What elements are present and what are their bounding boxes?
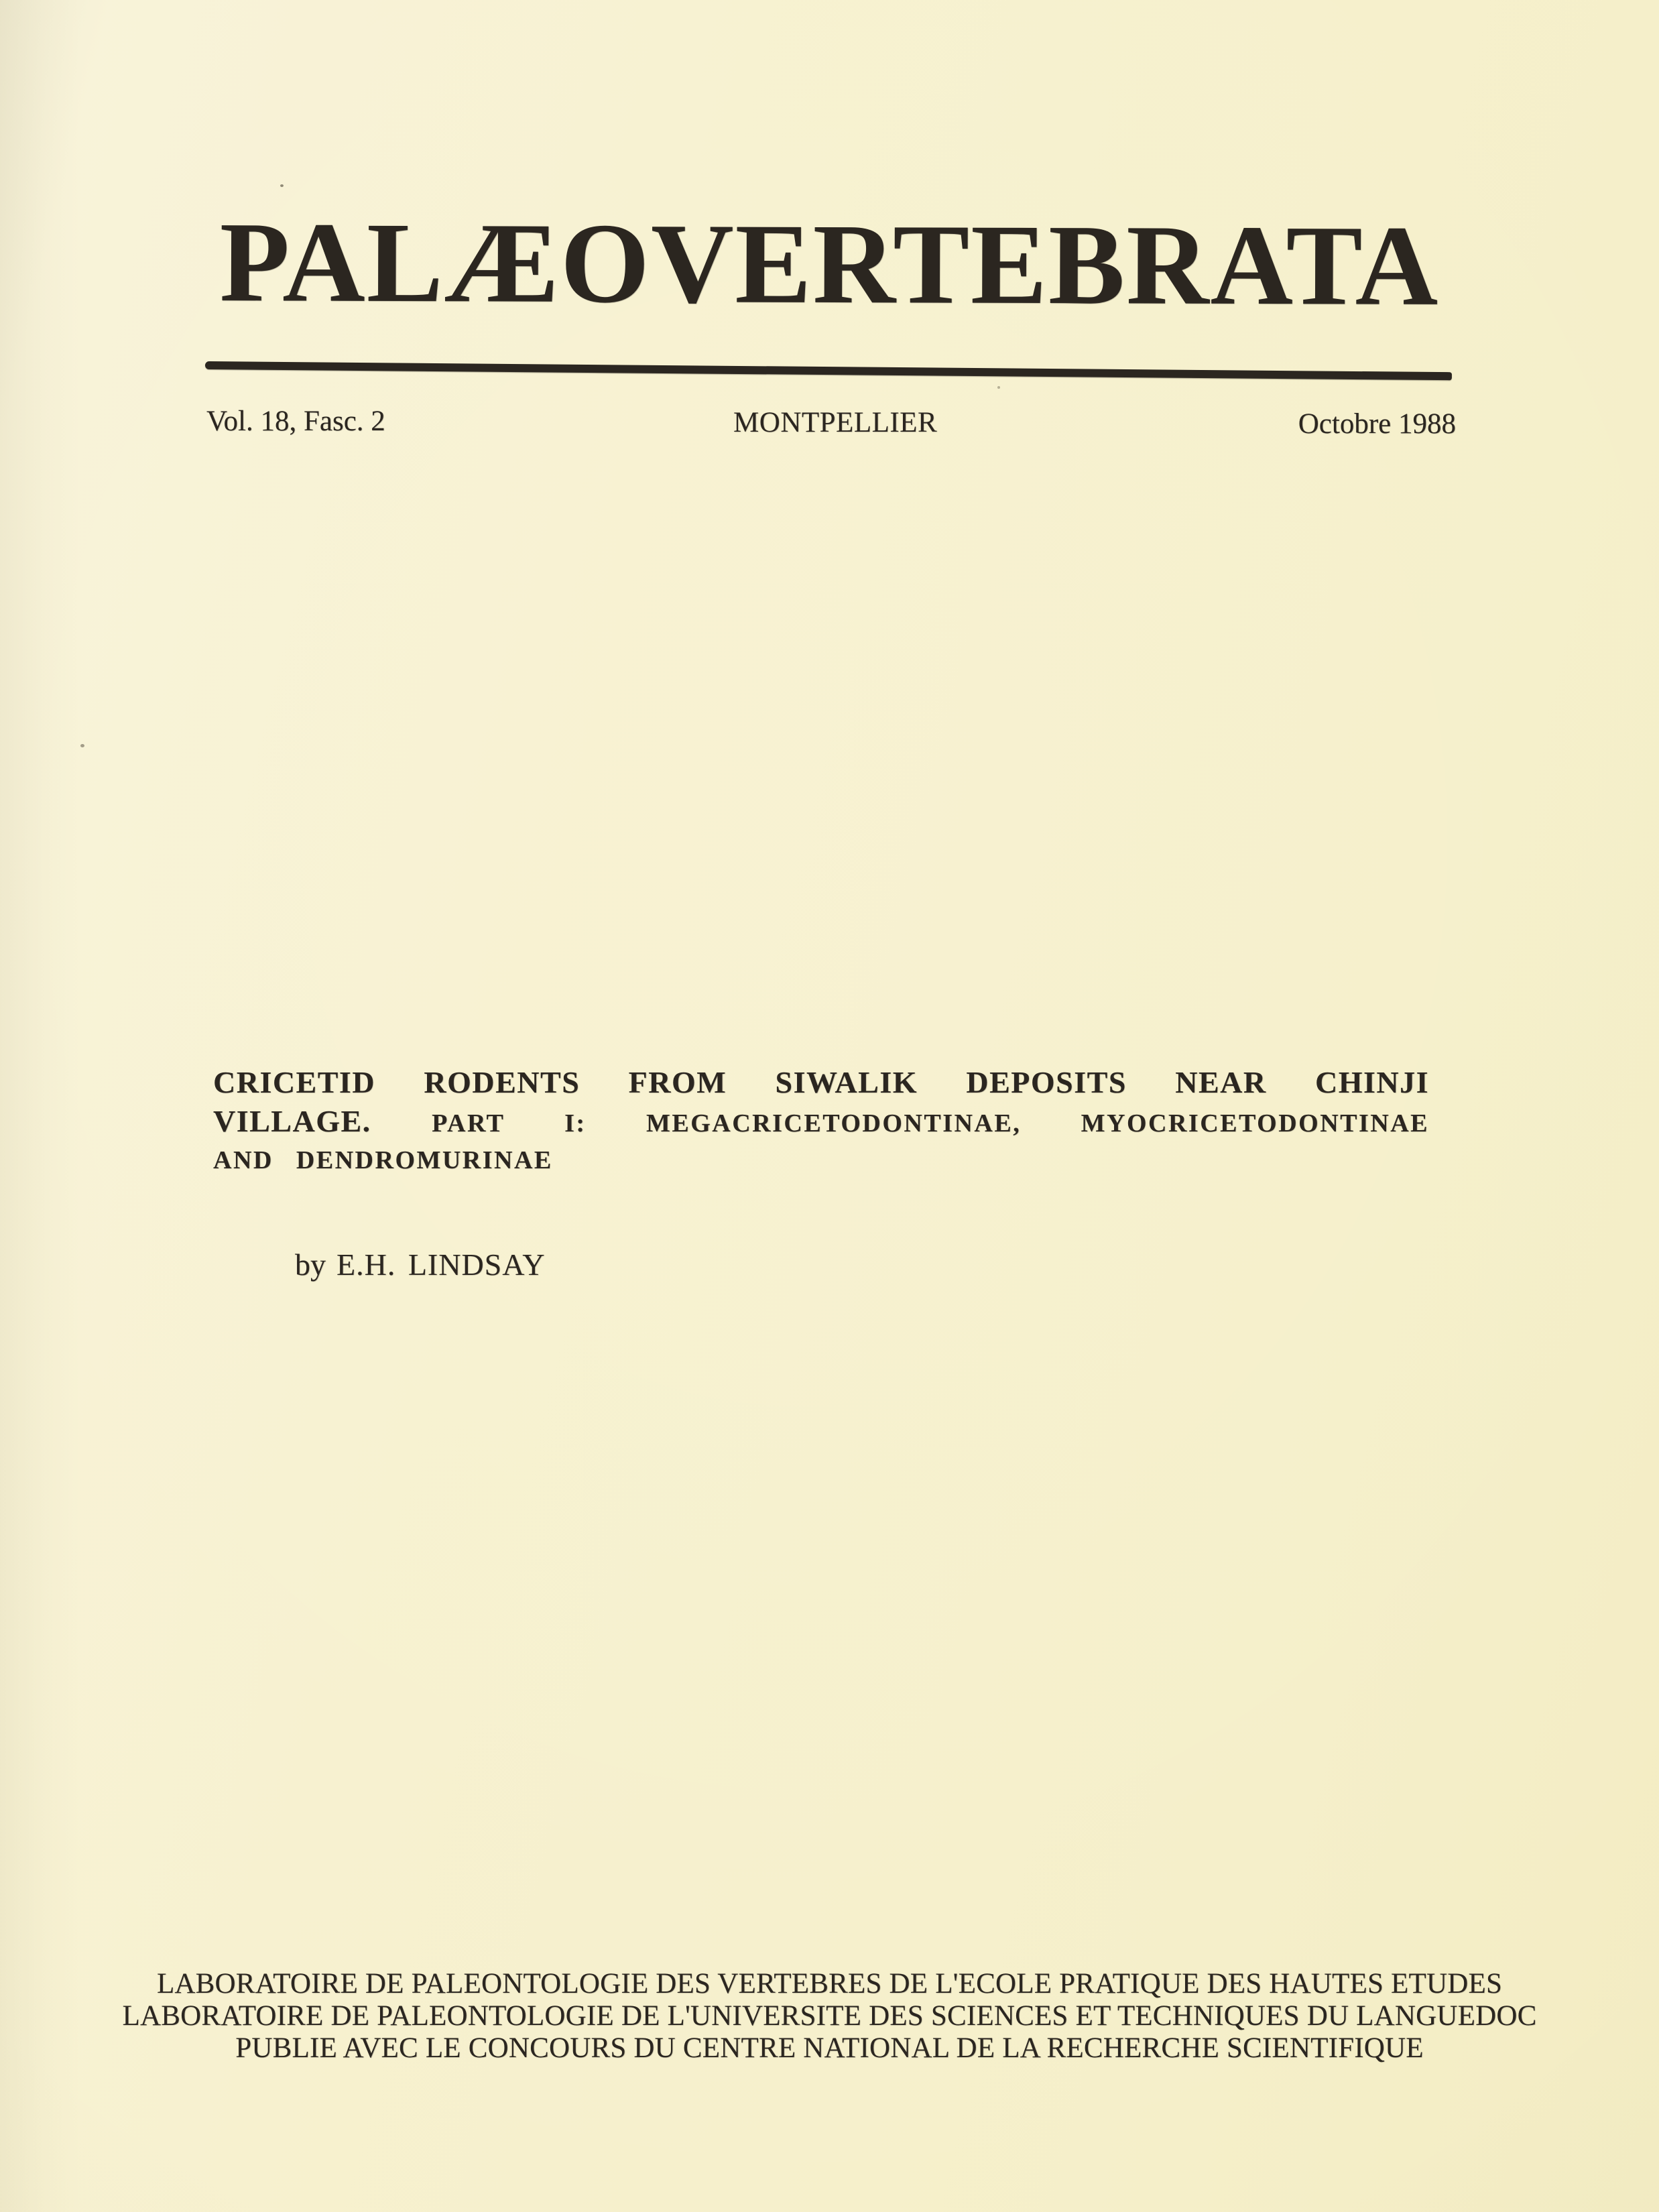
imprint-line: PUBLIE AVEC LE CONCOURS DU CENTRE NATIONAL DE LA RECHERCHE SCIENTIFIQUE: [235, 2032, 1424, 2064]
volume-fascicle-label: Vol. 18, Fasc. 2: [206, 406, 385, 437]
city-label: MONTPELLIER: [733, 407, 938, 438]
author-name: E.H. LINDSAY: [336, 1247, 546, 1282]
scan-speck: [280, 184, 284, 187]
imprint-block: [0, 1968, 1659, 2065]
imprint-line: LABORATOIRE DE PALEONTOLOGIE DE L'UNIVERSITE DES SCIENCES ET TECHNIQUES DU LANGUEDOC: [122, 2000, 1537, 2032]
imprint-line: LABORATOIRE DE PALEONTOLOGIE DES VERTEBRES DE L'ECOLE PRATIQUE DES HAUTES ETUDES: [156, 1968, 1503, 2000]
masthead-rule: [205, 361, 1452, 380]
journal-title: PALÆOVERTEBRATA: [219, 198, 1440, 329]
article-title-line-2-sub: PART I: MEGACRICETODONTINAE, MYOCRICETODONTINAE: [432, 1109, 1429, 1138]
article-title-line-3: AND DENDROMURINAE: [213, 1146, 553, 1174]
issue-date-label: Octobre 1988: [1298, 408, 1456, 440]
by-label: by: [295, 1247, 326, 1282]
article-title-line-2-main: VILLAGE.: [213, 1104, 371, 1138]
article-title-line-1: CRICETID RODENTS FROM SIWALIK DEPOSITS NEAR CHINJI: [213, 1065, 1429, 1099]
scan-speck: [80, 744, 84, 747]
author-line: [295, 1249, 545, 1280]
issue-info-row: [206, 403, 1456, 440]
scan-speck: [997, 386, 1000, 389]
article-title-line-2: [213, 1106, 1429, 1137]
